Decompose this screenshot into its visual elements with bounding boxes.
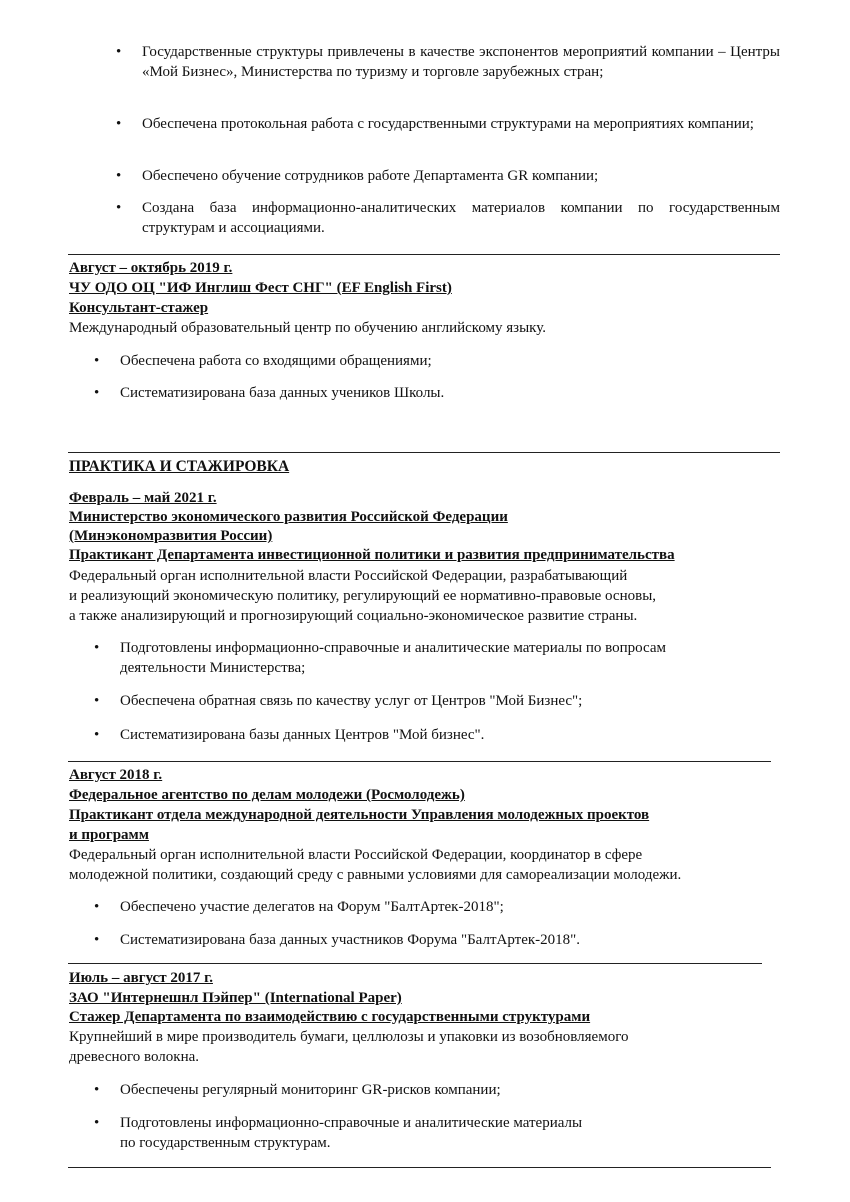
- bullet-text: Обеспечено обучение сотрудников работе Департамента GR компании;: [142, 168, 599, 184]
- bullet-text: Систематизирована база данных участников Форума "БалтАртек-2018".: [120, 932, 581, 948]
- bullet-text: Систематизирована база данных учеников Школы.: [120, 385, 445, 401]
- bullet-text: Подготовлены информационно-справочные и аналитические материалы по вопросам: [120, 640, 666, 656]
- job-organization: Федеральное агентство по делам молодежи (Росмолодежь): [69, 787, 465, 803]
- divider: [68, 761, 771, 762]
- bullet-icon: •: [116, 116, 122, 132]
- job-description: Международный образовательный центр по обучению английскому языку.: [69, 320, 546, 336]
- list-item: [116, 42, 780, 82]
- bullet-icon: •: [94, 385, 100, 401]
- bullet-icon: •: [94, 727, 100, 743]
- job-role: Стажер Департамента по взаимодействию с государственными структурами: [69, 1009, 591, 1025]
- bullet-text: Обеспечена работа со входящими обращениями;: [120, 353, 432, 369]
- bullet-text-block: [120, 638, 666, 678]
- job-organization: Министерство экономического развития Российской Федерации: [69, 509, 508, 525]
- list-item: [94, 638, 666, 678]
- list-item: [94, 1113, 582, 1153]
- bullet-text: Обеспечены регулярный мониторинг GR-рисков компании;: [120, 1082, 501, 1098]
- list-item: [94, 725, 484, 745]
- divider: [68, 963, 762, 964]
- job-description: Федеральный орган исполнительной власти Российской Федерации, разрабатывающий: [69, 568, 628, 584]
- bullet-icon: •: [116, 200, 122, 216]
- job-description: и реализующий экономическую политику, регулирующий ее нормативно-правовые основы,: [69, 588, 657, 604]
- job-description: древесного волокна.: [69, 1049, 200, 1065]
- job-period: Июль – август 2017 г.: [69, 970, 213, 986]
- bullet-icon: •: [116, 44, 122, 60]
- bullet-text: Обеспечена обратная связь по качеству услуг от Центров "Мой Бизнес";: [120, 693, 583, 709]
- job-description: а также анализирующий и прогнозирующий социально-экономическое развитие страны.: [69, 608, 638, 624]
- divider: [68, 452, 780, 453]
- job-role: Практикант отдела международной деятельности Управления молодежных проектов: [69, 807, 650, 823]
- bullet-text: Обеспечена протокольная работа с государственными структурами на мероприятиях компании;: [142, 116, 754, 132]
- job-organization: ЗАО "Интернешнл Пэйпер" (International Paper): [69, 990, 402, 1006]
- job-period: Февраль – май 2021 г.: [69, 490, 217, 506]
- list-item: [116, 114, 780, 134]
- bullet-icon: •: [94, 899, 100, 915]
- divider: [68, 254, 780, 255]
- bullet-text: Создана база информационно-аналитических материалов компании по государственным структурам и ассоциациями.: [142, 200, 780, 236]
- bullet-icon: •: [94, 932, 100, 948]
- job-organization: (Минэкономразвития России): [69, 528, 273, 544]
- job-period: Август – октябрь 2019 г.: [69, 260, 233, 276]
- bullet-text: Обеспечено участие делегатов на Форум "БалтАртек-2018";: [120, 899, 504, 915]
- job-description: Крупнейший в мире производитель бумаги, целлюлозы и упаковки из возобновляемого: [69, 1029, 629, 1045]
- job-organization: ЧУ ОДО ОЦ "ИФ Инглиш Фест СНГ" (EF English First): [69, 280, 452, 296]
- section-title: ПРАКТИКА И СТАЖИРОВКА: [69, 458, 290, 475]
- list-item: [116, 198, 780, 238]
- job-period: Август 2018 г.: [69, 767, 163, 783]
- bullet-text-block: [120, 1113, 582, 1153]
- bullet-text: Подготовлены информационно-справочные и аналитические материалы: [120, 1115, 583, 1131]
- list-item: [94, 351, 432, 371]
- list-item: [94, 897, 504, 917]
- list-item: [94, 383, 444, 403]
- bullet-icon: •: [94, 693, 100, 709]
- list-item: [116, 166, 780, 186]
- bullet-text: Государственные структуры привлечены в качестве экспонентов мероприятий компании – Центры «Мой Бизнес», Министерства по туризму и торговле зарубежных стран;: [142, 44, 780, 80]
- job-description: Федеральный орган исполнительной власти Российской Федерации, координатор в сфере: [69, 847, 643, 863]
- divider: [68, 1167, 771, 1168]
- list-item: [94, 930, 580, 950]
- list-item: [94, 1080, 501, 1100]
- bullet-text: Систематизирована базы данных Центров "Мой бизнес".: [120, 727, 485, 743]
- job-role: Практикант Департамента инвестиционной политики и развития предпринимательства: [69, 547, 675, 563]
- bullet-icon: •: [116, 168, 122, 184]
- bullet-text: деятельности Министерства;: [120, 660, 306, 676]
- list-item: [94, 691, 582, 711]
- bullet-text: по государственным структурам.: [120, 1135, 331, 1151]
- bullet-icon: •: [94, 1082, 100, 1098]
- bullet-icon: •: [94, 353, 100, 369]
- job-role: Консультант-стажер: [69, 300, 209, 316]
- job-role: и программ: [69, 827, 149, 843]
- bullet-icon: •: [94, 640, 100, 656]
- job-description: молодежной политики, создающий среду с равными условиями для самореализации молодежи.: [69, 867, 682, 883]
- bullet-icon: •: [94, 1115, 100, 1131]
